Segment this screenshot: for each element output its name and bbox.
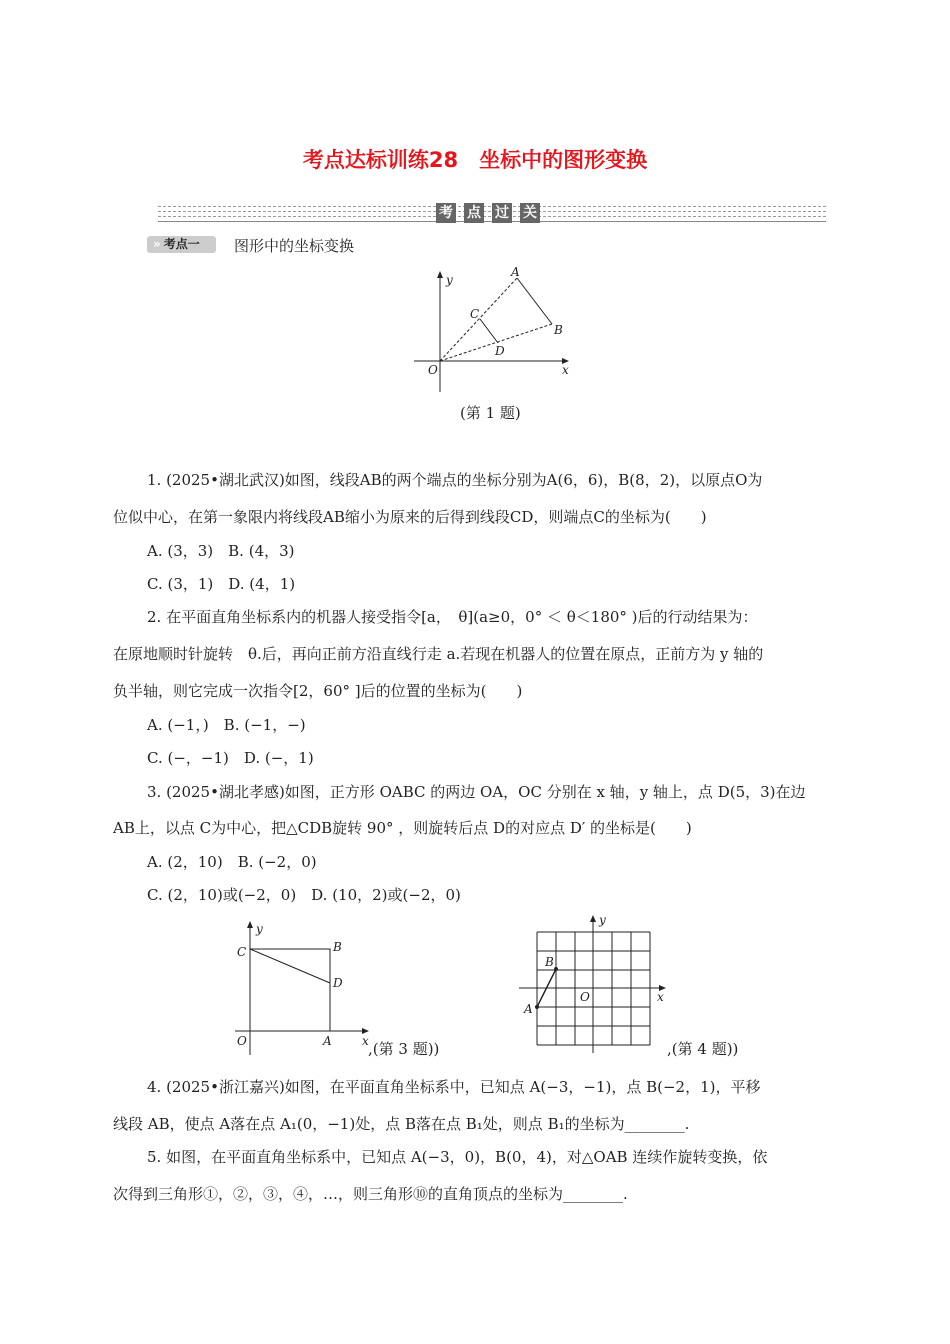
svg-text:O: O — [237, 1034, 247, 1048]
svg-text:D: D — [495, 344, 505, 358]
question-2-options: A. (−1，) B. (−1，−) — [147, 716, 306, 734]
question-2-text: 在原地顺时针旋转 θ.后，再向正前方沿直线行走 a.若现在机器人的位置在原点，正前方为 y 轴的 — [113, 645, 764, 663]
svg-text:C: C — [470, 307, 480, 321]
figure-4 — [519, 916, 665, 1053]
banner-char: 关 — [520, 203, 540, 223]
figure-3 — [235, 922, 368, 1055]
svg-text:x: x — [657, 990, 664, 1004]
question-3-text: 3. (2025•湖北孝感)如图，正方形 OABC 的两边 OA，OC 分别在 x 轴，y 轴上，点 D(5，3)在边 — [147, 783, 806, 801]
question-3-text: AB上，以点 C为中心，把△CDB旋转 90° ，则旋转后点 D的对应点 D′ 的坐标是( ) — [113, 819, 692, 837]
question-4-text: 4. (2025•浙江嘉兴)如图，在平面直角坐标系中，已知点 A(−3，−1)，点 B(−2，1)，平移 — [147, 1078, 761, 1096]
question-2-options: C. (−，−1) D. (−，1) — [147, 749, 314, 767]
double-chevron-icon: » — [153, 237, 161, 251]
question-5-text: 次得到三角形①，②，③，④，…，则三角形⑩的直角顶点的坐标为________. — [113, 1185, 628, 1203]
question-3-options: C. (2，10)或(−2，0) D. (10，2)或(−2，0) — [147, 886, 461, 904]
question-1-text: 1. (2025•湖北武汉)如图，线段AB的两个端点的坐标分别为A(6，6)，B(8，2)，以原点O为 — [147, 471, 763, 489]
svg-text:B: B — [545, 955, 554, 969]
svg-text:A: A — [511, 265, 520, 279]
svg-text:O: O — [428, 363, 438, 377]
question-1-text: 位似中心，在第一象限内将线段AB缩小为原来的后得到线段CD，则端点C的坐标为( ) — [113, 508, 707, 526]
question-3-options: A. (2，10) B. (−2，0) — [147, 853, 317, 871]
question-4-text: 线段 AB，使点 A落在点 A₁(0，−1)处，点 B落在点 B₁处，则点 B₁的坐标为________. — [113, 1115, 690, 1133]
svg-text:y: y — [446, 273, 453, 287]
svg-text:O: O — [580, 990, 590, 1004]
svg-text:C: C — [237, 945, 247, 959]
banner-char: 考 — [436, 203, 456, 223]
svg-text:A: A — [323, 1034, 332, 1048]
banner-char: 点 — [464, 203, 484, 223]
section-tag: » 考点一 — [147, 236, 216, 253]
figure-1-caption: (第 1 题) — [460, 404, 521, 422]
section-name: 图形中的坐标变换 — [234, 237, 355, 255]
question-5-text: 5. 如图，在平面直角坐标系中，已知点 A(−3，0)，B(0，4)，对△OAB 连续作旋转变换，依 — [147, 1148, 768, 1166]
svg-text:B: B — [554, 323, 563, 337]
svg-text:x: x — [562, 363, 569, 377]
page-title: 考点达标训练28 坐标中的图形变换 — [302, 148, 648, 172]
svg-text:A: A — [524, 1002, 533, 1016]
svg-text:x: x — [362, 1034, 369, 1048]
svg-text:y: y — [599, 913, 606, 927]
question-1-options: C. (3，1) D. (4，1) — [147, 575, 296, 593]
question-1-options: A. (3，3) B. (4，3) — [147, 542, 295, 560]
svg-text:B: B — [333, 940, 342, 954]
figure-4-caption: ,(第 4 题)) — [667, 1040, 739, 1058]
question-2-text: 2. 在平面直角坐标系内的机器人接受指令[a， θ](a≥0，0° ＜ θ＜180° )后的行动结果为： — [147, 608, 758, 626]
question-2-text: 负半轴，则它完成一次指令[2，60° ]后的位置的坐标为( ) — [113, 682, 523, 700]
svg-text:y: y — [256, 922, 263, 936]
svg-text:D: D — [333, 976, 343, 990]
figure-3-caption: ,(第 3 题)) — [368, 1040, 440, 1058]
banner-char: 过 — [492, 203, 512, 223]
